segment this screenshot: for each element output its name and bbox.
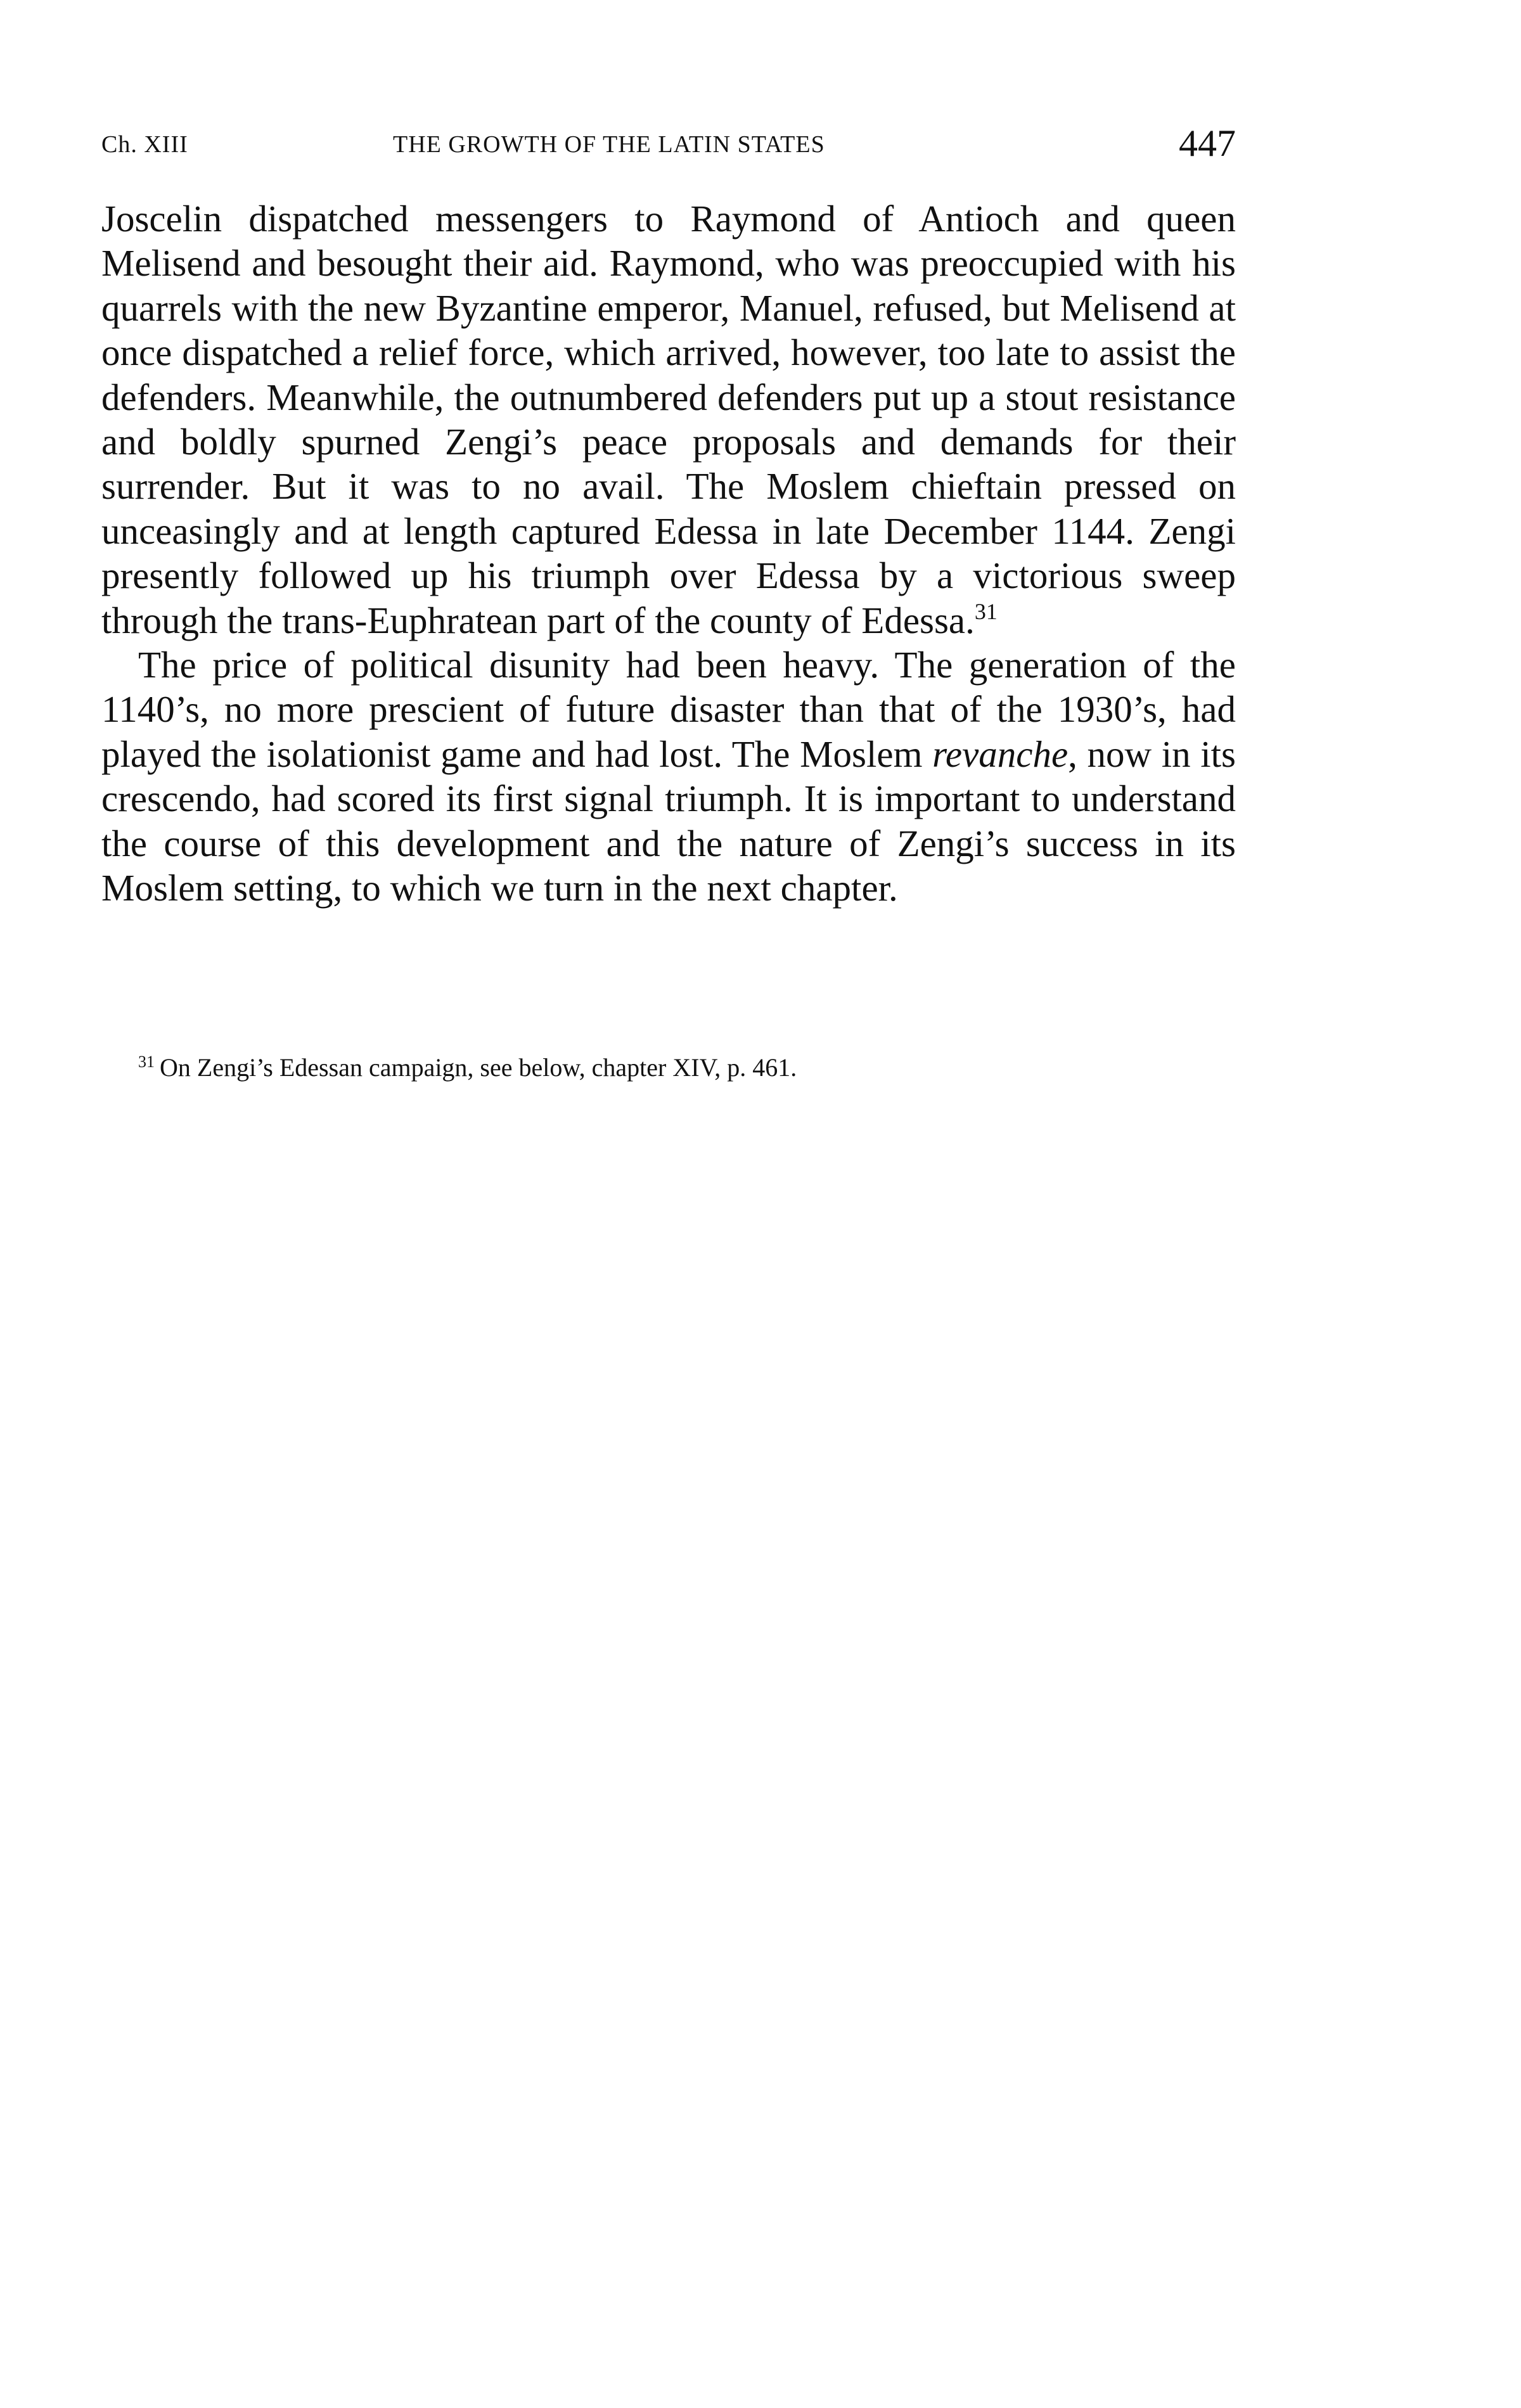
running-head [101, 122, 1236, 171]
italic-term: revanche [932, 733, 1069, 775]
paragraph-2-text-start: The price of political disunity had been heavy. The generation of the 1140’s, no more prescient of future disaster than that of the 1930’s, had played the isolationist game and had lost. The Moslem [101, 644, 1236, 775]
footnote-reference: 31 [974, 598, 998, 624]
chapter-label: Ch. XIII [101, 131, 188, 158]
paragraph-2 [101, 643, 1236, 910]
running-title: THE GROWTH OF THE LATIN STATES [393, 131, 825, 158]
footnote [138, 1052, 1216, 1084]
footnote-number: 31 [138, 1053, 155, 1071]
footnote-text: On Zengi’s Edessan campaign, see below, chapter XIV, p. 461. [160, 1053, 797, 1082]
body-text [101, 196, 1236, 911]
paragraph-1-text: Joscelin dispatched messengers to Raymond of Antioch and queen Melisend and besought their aid. Raymond, who was preoccupied with his quarrels with the new Byzantine emperor, Manuel, refused, but Melisend at once dispatched a relief force, which arrived, however, too late to assist the defenders. Meanwhile, the outnumbered defenders put up a stout resistance and boldly spurned Zengi’s peace proposals and demands for their surrender. But it was to no avail. The Moslem chieftain pressed on unceasingly and at length captured Edessa in late December 1144. Zengi presently followed up his triumph over Edessa by a victorious sweep through the trans-Euphratean part of the county of Edessa. [101, 198, 1236, 641]
page-number: 447 [1179, 122, 1236, 164]
paragraph-1 [101, 196, 1236, 643]
paragraph-2-text-end: , now in its crescendo, had scored its first signal triumph. It is important to understand the course of this development and the nature of Zengi’s success in its Moslem setting, to which we turn in the next chapter. [101, 733, 1236, 909]
